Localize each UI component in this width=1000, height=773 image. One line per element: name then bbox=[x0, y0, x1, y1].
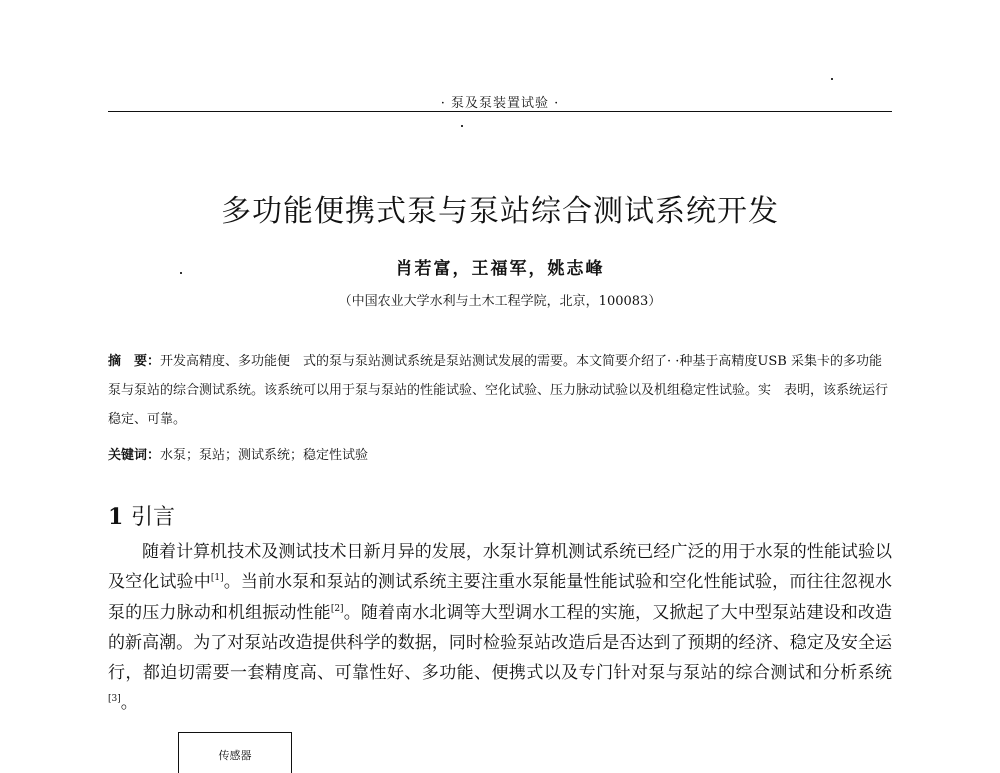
running-header: · 泵及泵装置试验 · bbox=[440, 96, 560, 111]
intro-text-1: 随着计算机技术及测试技术日新月异的发展，水泵计算机测试系统已经广泛的用于水泵的性能试验以及空化试验中 bbox=[108, 542, 892, 593]
scan-speck bbox=[831, 78, 833, 80]
scan-speck bbox=[461, 125, 463, 127]
keywords-text: 水泵；泵站；测试系统；稳定性试验 bbox=[160, 448, 369, 463]
intro-text-3: 。随着南水北调等大型调水工程的实施，又掀起了大中型泵站建设和改造的新高潮。为了对泵站改造提供科学的数据，同时检验泵站改造后是否达到了预期的经济、稳定及安全运行，都迫切需要一套精度高、可靠性好、多功能、便携式以及专门针对泵与泵站的综合测试和分析系统 bbox=[108, 602, 893, 684]
affiliation: （中国农业大学水利与土木工程学院，北京，100083） bbox=[338, 294, 662, 309]
intro-text-2: 。当前水泵和泵站的测试系统主要注重水泵能量性能试验和空化性能试验，而往往忽视水泵的压力脉动和机组振动性能 bbox=[108, 572, 893, 623]
section-number: 1 bbox=[108, 504, 124, 530]
section-title: 引言 bbox=[130, 505, 175, 530]
citation-2: [2] bbox=[330, 603, 344, 614]
intro-text-4: 。 bbox=[120, 693, 138, 714]
keywords bbox=[108, 444, 892, 463]
header-rule bbox=[108, 111, 892, 112]
figure-box-label: 传感器 bbox=[218, 749, 252, 762]
intro-paragraph bbox=[108, 537, 892, 719]
citation-1: [1] bbox=[210, 573, 224, 584]
authors: 肖若富，王福军，姚志峰 bbox=[395, 259, 605, 279]
abstract-label: 摘 要： bbox=[108, 354, 161, 369]
section-heading bbox=[108, 500, 175, 531]
figure-sensor-box bbox=[178, 732, 292, 773]
keywords-label: 关键词： bbox=[108, 448, 161, 463]
abstract bbox=[108, 347, 892, 434]
citation-3: [3] bbox=[108, 694, 121, 705]
paper-title: 多功能便携式泵与泵站综合测试系统开发 bbox=[221, 194, 779, 229]
abstract-text: 开发高精度、多功能便 式的泵与泵站测试系统是泵站测试发展的需要。本文简要介绍了· ·种基于高精度USB 采集卡的多功能泵与泵站的综合测试系统。该系统可以用于泵与泵站的性能试验、空化试验、压力脉动试验以及机组稳定性试验。实 表明，该系统运行稳定、可靠。 bbox=[108, 354, 889, 427]
